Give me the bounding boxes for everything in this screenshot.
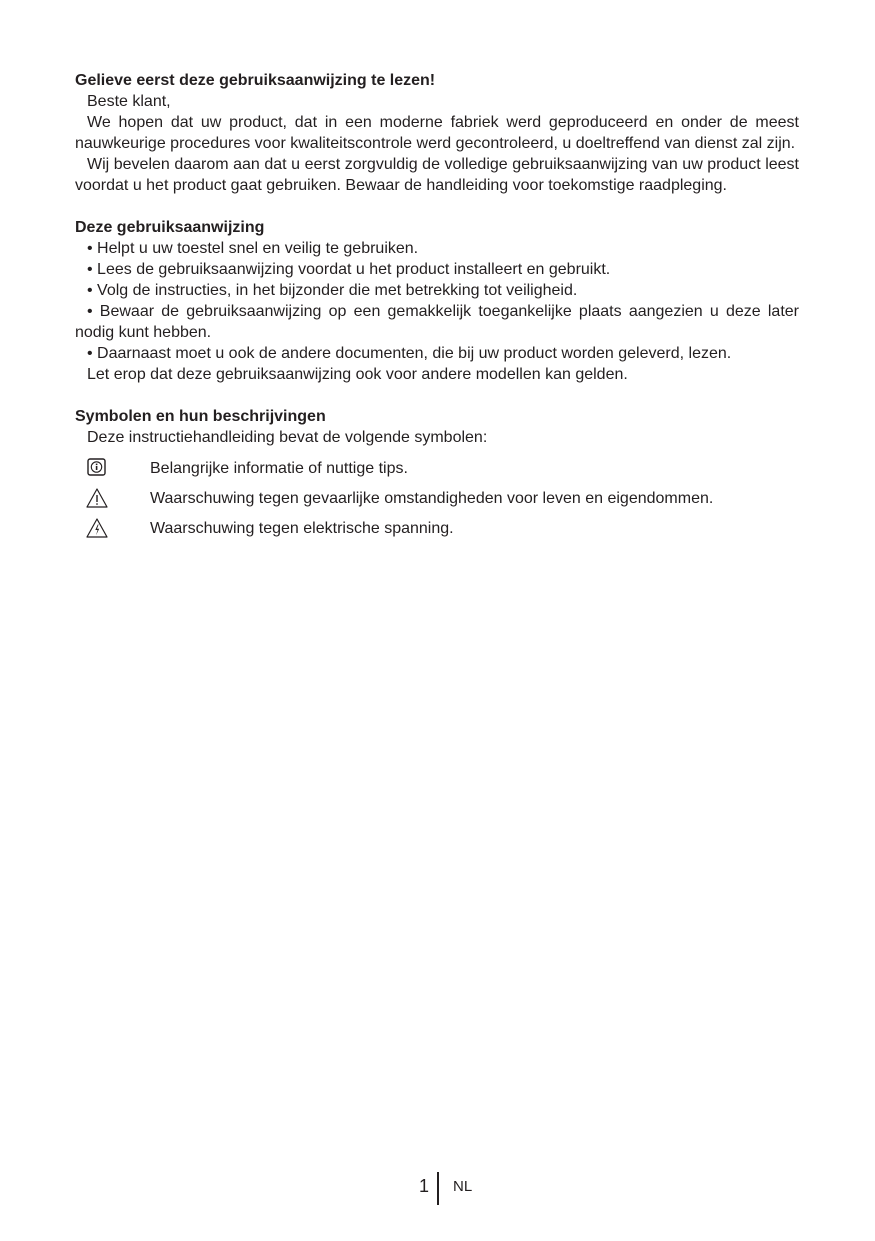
symbol-description: Waarschuwing tegen gevaarlijke omstandigheden voor leven en eigendommen. bbox=[150, 490, 714, 507]
intro-section bbox=[75, 70, 799, 196]
page-number: 1 bbox=[419, 1176, 430, 1196]
warning-icon bbox=[85, 487, 109, 509]
document-page bbox=[75, 70, 799, 568]
manual-bullet: • Helpt u uw toestel snel en veilig te gebruiken. bbox=[87, 240, 419, 257]
manual-note: Let erop dat deze gebruiksaanwijzing ook voor andere modellen kan gelden. bbox=[87, 366, 628, 383]
manual-bullet: • Daarnaast moet u ook de andere documenten, die bij uw product worden geleverd, lezen. bbox=[87, 345, 732, 362]
symbol-description: Belangrijke informatie of nuttige tips. bbox=[150, 460, 408, 477]
manual-bullet: • Volg de instructies, in het bijzonder die met betrekking tot veiligheid. bbox=[87, 282, 578, 299]
manual-bullet: • Bewaar de gebruiksaanwijzing op een gemakkelijk toegankelijke plaats aangezien u deze later nodig kunt hebben. bbox=[75, 303, 799, 341]
symbols-section bbox=[75, 406, 799, 547]
page-footer bbox=[0, 1172, 875, 1208]
manual-section bbox=[75, 217, 799, 385]
intro-paragraph-2: Wij bevelen daarom aan dat u eerst zorgvuldig de volledige gebruiksaanwijzing van uw product leest voordat u het product gaat gebruiken. Bewaar de handleiding voor toekomstige raadpleging. bbox=[75, 156, 799, 194]
greeting-text: Beste klant, bbox=[87, 93, 171, 110]
symbol-description: Waarschuwing tegen elektrische spanning. bbox=[150, 520, 454, 537]
symbol-item-warning bbox=[75, 487, 799, 517]
symbol-item-electric bbox=[75, 517, 799, 547]
symbols-intro-text: Deze instructiehandleiding bevat de volgende symbolen: bbox=[87, 429, 488, 446]
intro-heading: Gelieve eerst deze gebruiksaanwijzing te lezen! bbox=[75, 72, 436, 89]
language-code: NL bbox=[453, 1178, 473, 1195]
manual-heading: Deze gebruiksaanwijzing bbox=[75, 219, 265, 236]
symbols-heading: Symbolen en hun beschrijvingen bbox=[75, 408, 326, 425]
footer-divider bbox=[437, 1172, 439, 1205]
electric-warning-icon bbox=[85, 517, 109, 539]
intro-paragraph-1: We hopen dat uw product, dat in een moderne fabriek werd geproduceerd en onder de meest nauwkeurige procedures voor kwaliteitscontrole werd gecontroleerd, u doeltreffend van dienst zal zijn. bbox=[75, 114, 799, 152]
info-icon bbox=[85, 457, 109, 479]
symbol-item-info bbox=[75, 457, 799, 487]
manual-bullet: • Lees de gebruiksaanwijzing voordat u het product installeert en gebruikt. bbox=[87, 261, 611, 278]
